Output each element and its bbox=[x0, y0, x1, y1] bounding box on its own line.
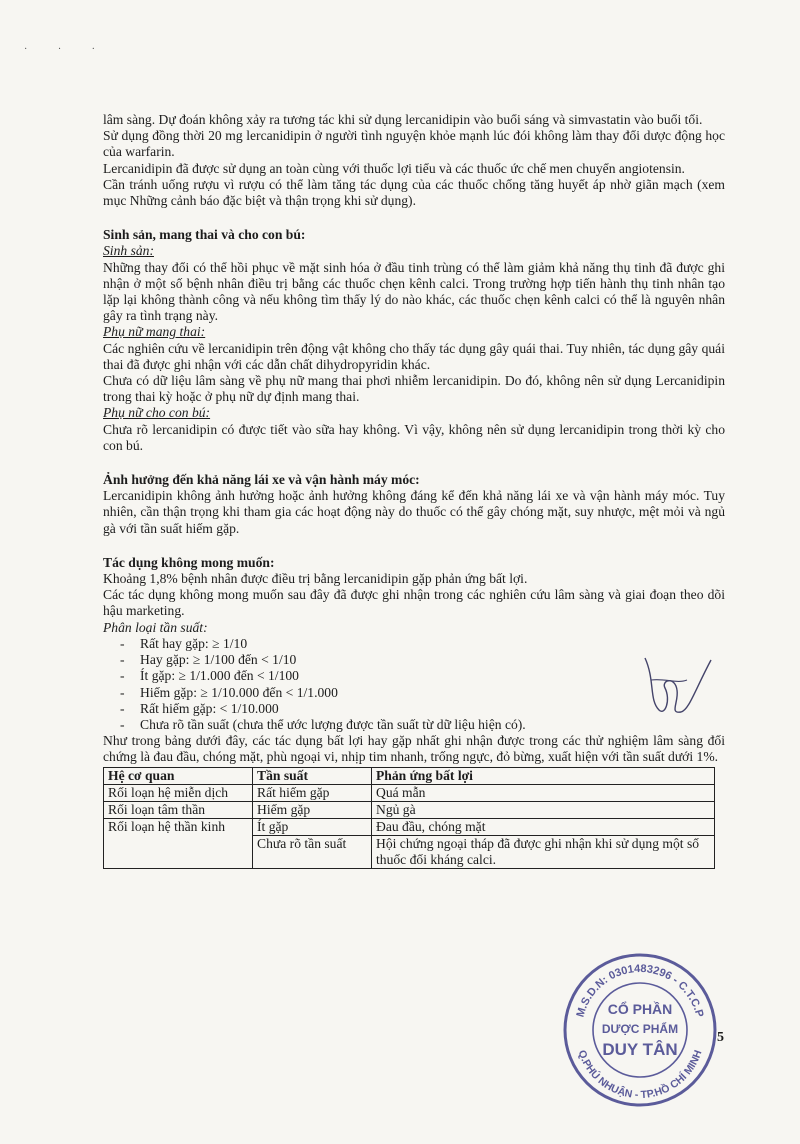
scan-specks: · · · bbox=[24, 44, 109, 55]
column-header: Tần suất bbox=[253, 767, 372, 784]
paragraph: Các tác dụng không mong muốn sau đây đã được ghi nhận trong các nghiên cứu lâm sàng và giai đoạn theo dõi hậu marketing. bbox=[103, 587, 725, 619]
company-seal-icon bbox=[560, 950, 720, 1110]
table-cell: Chưa rõ tần suất bbox=[253, 835, 372, 868]
list-item: - Ít gặp: ≥ 1/1.000 đến < 1/100 bbox=[120, 668, 725, 684]
paragraph: Cần tránh uống rượu vì rượu có thể làm tăng tác dụng của các thuốc chống tăng huyết áp nhờ giãn mạch (xem mục Những cảnh báo đặc biệt và thận trọng khi sử dụng). bbox=[103, 176, 725, 209]
section-heading: Tác dụng không mong muốn: bbox=[103, 554, 275, 570]
driving-section bbox=[103, 472, 725, 537]
seal-line-3: DUY TÂN bbox=[602, 1040, 678, 1059]
seal-line-1: CỔ PHẦN bbox=[607, 1001, 673, 1017]
subsection-title: Sinh sản: bbox=[103, 243, 154, 259]
paragraph: Sử dụng đồng thời 20 mg lercanidipin ở người tình nguyện khỏe mạnh lúc đói không làm thay đổi dược động học của warfarin. bbox=[103, 128, 725, 160]
adverse-reactions-table bbox=[103, 767, 715, 869]
paragraph: lâm sàng. Dự đoán không xảy ra tương tác khi sử dụng lercanidipin vào buổi sáng và simvastatin vào buổi tối. bbox=[103, 112, 703, 127]
list-item: - Hiếm gặp: ≥ 1/10.000 đến < 1/1.000 bbox=[120, 685, 725, 701]
intro-section bbox=[103, 112, 725, 209]
table-cell: Hội chứng ngoại tháp đã được ghi nhận khi sử dụng một số thuốc đối kháng calci. bbox=[372, 835, 715, 868]
table-cell: Ít gặp bbox=[253, 818, 372, 835]
list-item: - Hay gặp: ≥ 1/100 đến < 1/10 bbox=[120, 652, 725, 668]
paragraph: Khoảng 1,8% bệnh nhân được điều trị bằng lercanidipin gặp phản ứng bất lợi. bbox=[103, 571, 528, 587]
seal-line-2: DƯỢC PHẨM bbox=[601, 1022, 679, 1036]
subsection-title: Phụ nữ cho con bú: bbox=[103, 405, 211, 421]
section-heading: Sinh sản, mang thai và cho con bú: bbox=[103, 227, 306, 243]
paragraph: Các nghiên cứu về lercanidipin trên động vật không cho thấy tác dụng gây quái thai. Tuy nhiên, tác dụng gây quái thai đã được ghi nhận với các dẫn chất dihydropyridin khác. bbox=[103, 340, 725, 372]
table-cell: Ngủ gà bbox=[372, 801, 715, 818]
pregnancy-section bbox=[103, 227, 725, 454]
column-header: Hệ cơ quan bbox=[104, 767, 253, 784]
paragraph: Như trong bảng dưới đây, các tác dụng bất lợi hay gặp nhất ghi nhận được trong các thử nghiệm lâm sàng đối chứng là đau đầu, chóng mặt, phù ngoại vi, nhịp tim nhanh, trống ngực, đỏ bừng, xuất hiện với tần suất dưới 1%. bbox=[103, 733, 725, 765]
seal-bottom-text: Q.PHÚ NHUẬN - TP.HỒ CHÍ MINH bbox=[575, 1048, 705, 1102]
table-cell: Rất hiếm gặp bbox=[253, 784, 372, 801]
table-cell: Rối loạn hệ miễn dịch bbox=[104, 784, 253, 801]
paragraph: Chưa rõ lercanidipin có được tiết vào sữa hay không. Vì vậy, không nên sử dụng lercanidipin trong thời kỳ cho con bú. bbox=[103, 421, 725, 453]
paragraph: Lercanidipin đã được sử dụng an toàn cùng với thuốc lợi tiểu và các thuốc ức chế men chuyển angiotensin. bbox=[103, 160, 685, 176]
table-cell: Rối loạn hệ thần kinh bbox=[104, 818, 253, 868]
table-row bbox=[104, 784, 715, 801]
table-cell: Hiếm gặp bbox=[253, 801, 372, 818]
list-item: - Chưa rõ tần suất (chưa thể ước lượng được tần suất từ dữ liệu hiện có). bbox=[120, 717, 725, 733]
list-item: - Rất hiếm gặp: < 1/10.000 bbox=[120, 701, 725, 717]
document-body bbox=[103, 112, 725, 869]
list-item: - Rất hay gặp: ≥ 1/10 bbox=[120, 636, 725, 652]
table-row bbox=[104, 801, 715, 818]
signature-icon bbox=[625, 650, 715, 730]
subsection-title: Phụ nữ mang thai: bbox=[103, 324, 206, 340]
column-header: Phản ứng bất lợi bbox=[372, 767, 715, 784]
table-cell: Rối loạn tâm thần bbox=[104, 801, 253, 818]
section-heading: Ảnh hưởng đến khả năng lái xe và vận hành máy móc: bbox=[103, 472, 420, 488]
table-row bbox=[104, 818, 715, 835]
paragraph: Lercanidipin không ảnh hưởng hoặc ảnh hưởng không đáng kể đến khả năng lái xe và vận hành máy móc. Tuy nhiên, cần thận trọng khi tham gia các hoạt động này do thuốc có thể gây chóng mặt, suy nhược, mệt mỏi và ngủ gà với tần suất hiếm gặp. bbox=[103, 488, 725, 536]
table-header-row bbox=[104, 767, 715, 784]
table-cell: Quá mẫn bbox=[372, 784, 715, 801]
paragraph: Những thay đổi có thể hồi phục về mặt sinh hóa ở đầu tinh trùng có thể làm giảm khả năng thụ tinh đã được ghi nhận ở một số bệnh nhân điều trị bằng các thuốc chẹn kênh calci. Trong trường hợp tiến hành thụ tinh nhân tạo lặp lại không thành công và nếu không tìm thấy lý do nào khác, các thuốc chẹn kênh calci có thể là nguyên nhân gây ra tình trạng này. bbox=[103, 259, 725, 324]
table-cell: Đau đầu, chóng mặt bbox=[372, 818, 715, 835]
paragraph: Chưa có dữ liệu lâm sàng về phụ nữ mang thai phơi nhiễm lercanidipin. Do đó, không nên sử dụng Lercanidipin trong thai kỳ hoặc ở phụ nữ dự định mang thai. bbox=[103, 373, 725, 405]
page-number: 5 bbox=[717, 1030, 724, 1045]
frequency-title: Phân loại tần suất: bbox=[103, 619, 208, 635]
seal-top-text: M.S.D.N: 0301483296 - C.T.C.P bbox=[574, 962, 706, 1019]
